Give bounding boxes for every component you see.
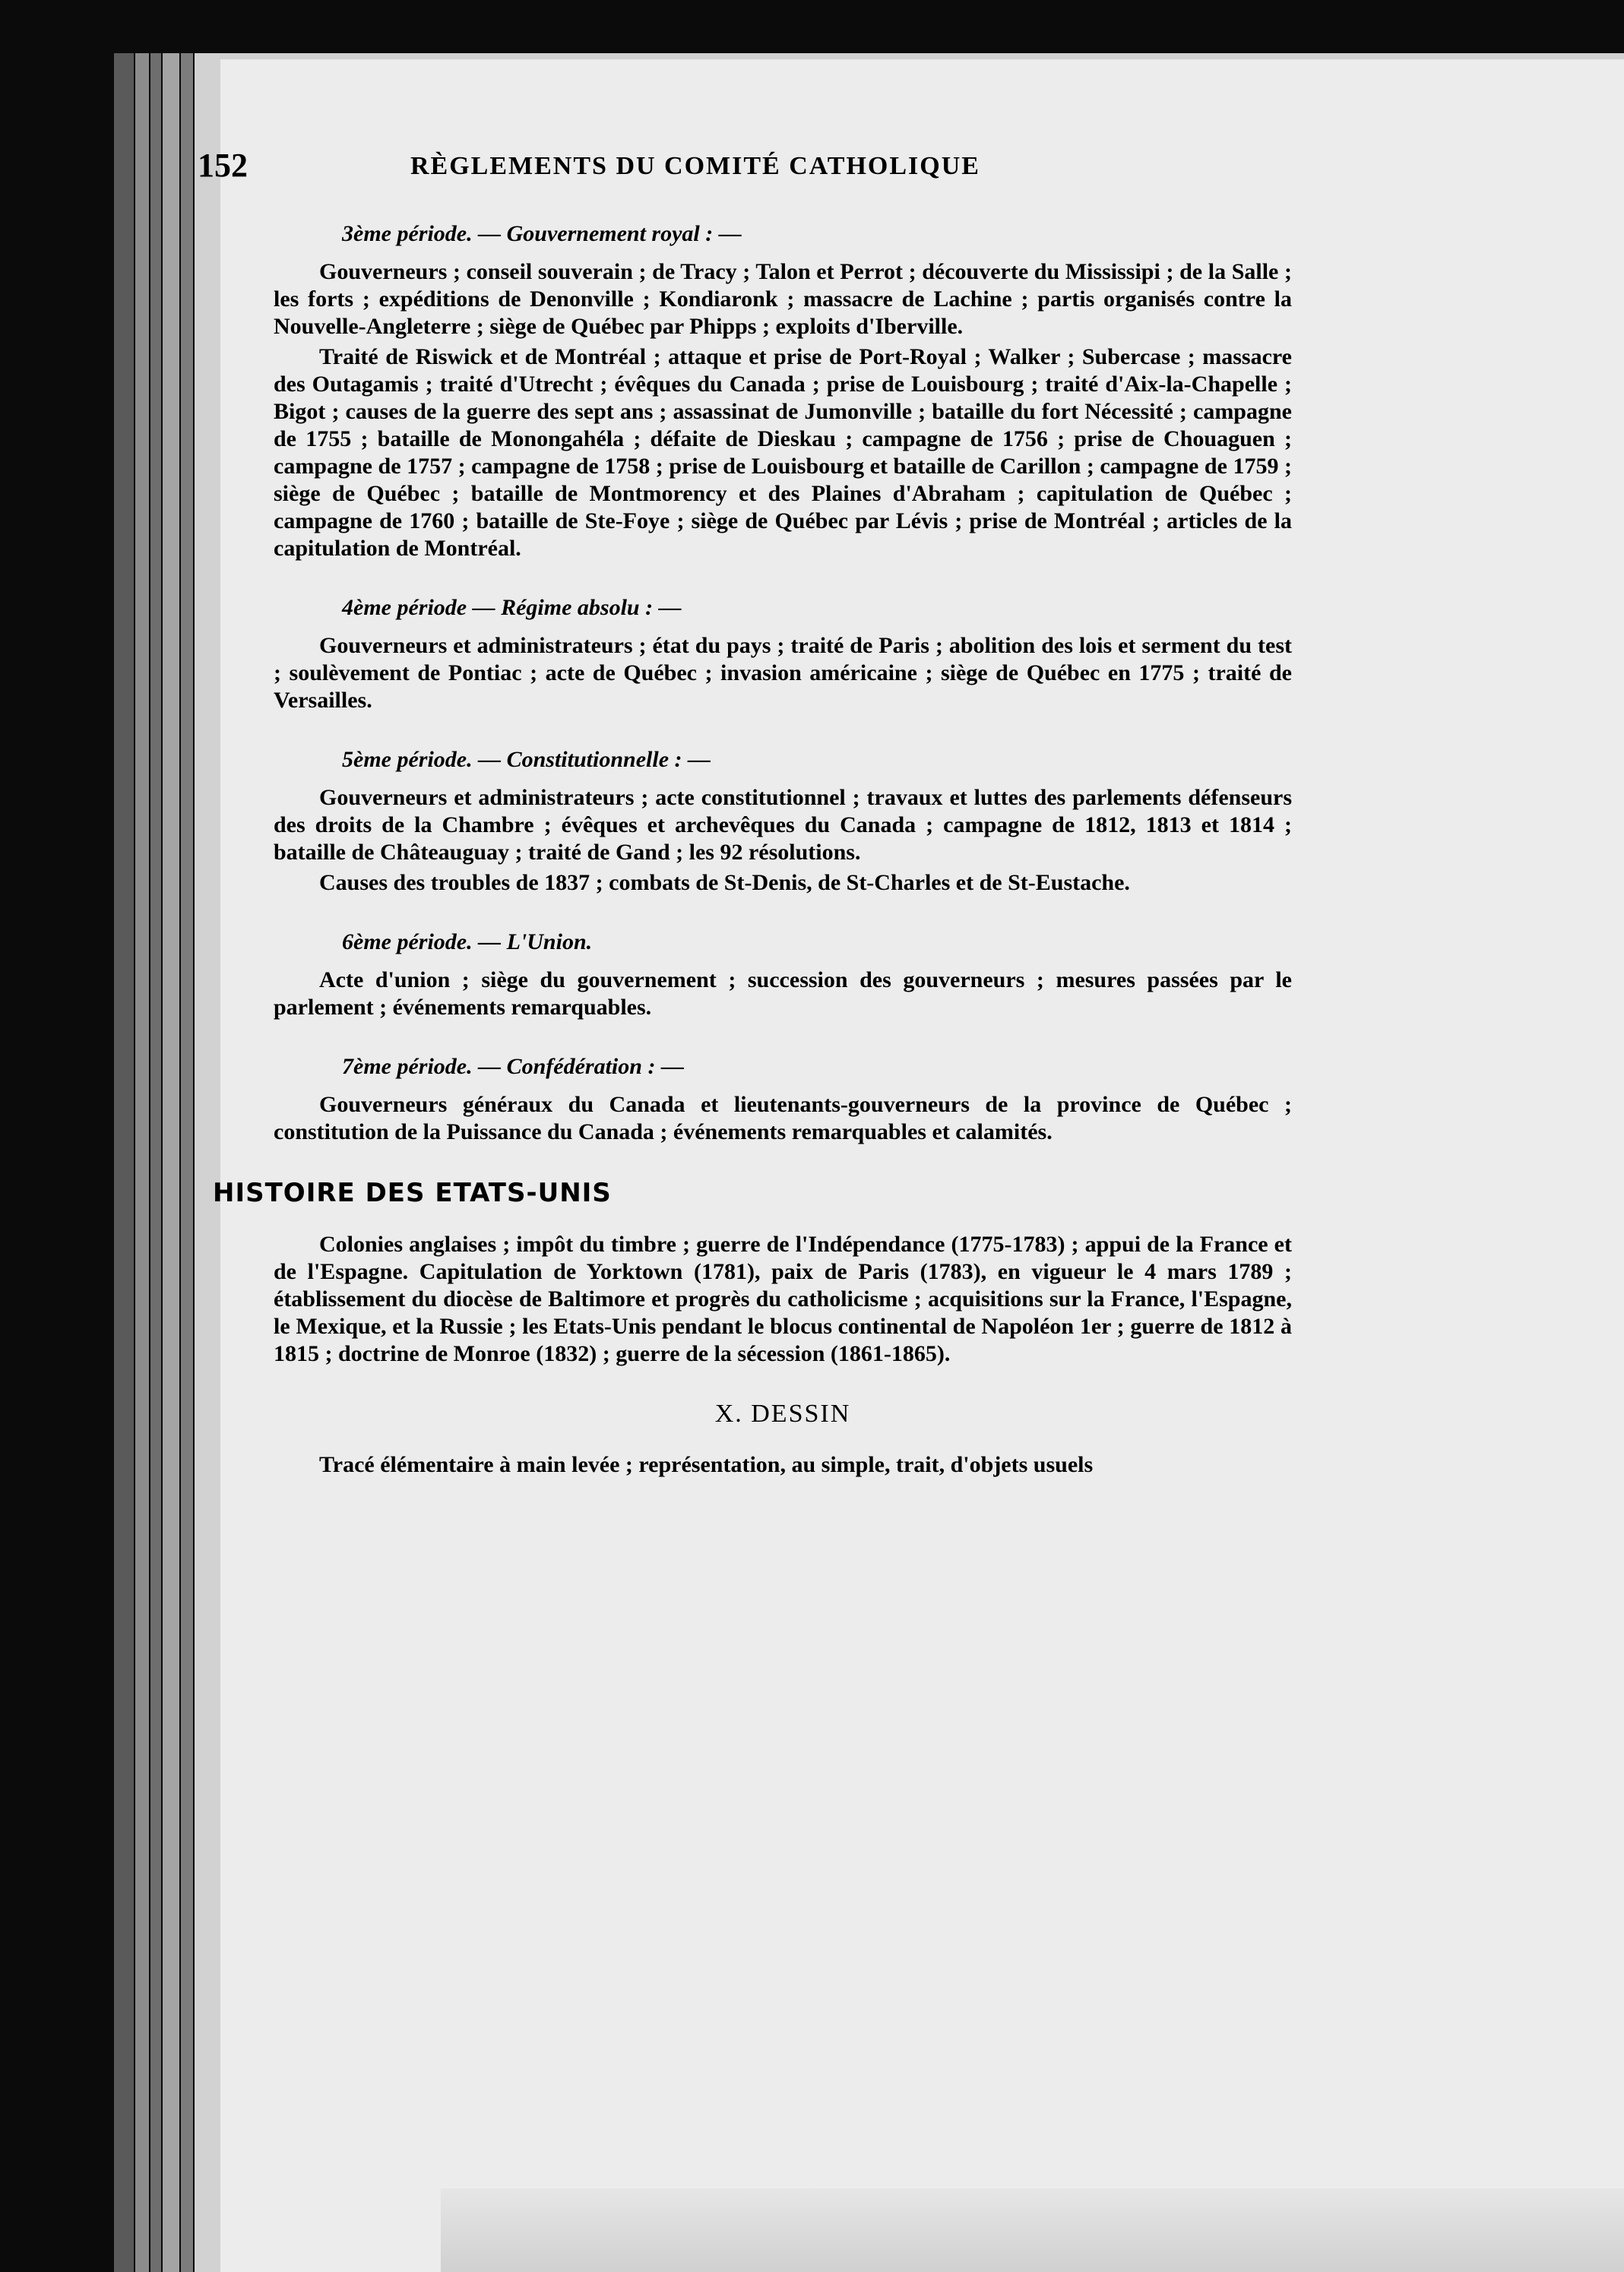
period-3-section [274, 220, 1292, 562]
period-7-section [274, 1053, 1292, 1146]
page-content [213, 220, 1292, 1511]
page-bottom-shadow [441, 2188, 1624, 2272]
us-history-title: HISTOIRE DES ETATS-UNIS [213, 1178, 612, 1208]
period-paragraph: Causes des troubles de 1837 ; combats de St-Denis, de St-Charles et de St-Eustache. [319, 870, 1130, 895]
drawing-title: X. DESSIN [714, 1400, 851, 1428]
period-heading: 6ème période. — L'Union. [342, 929, 593, 954]
period-6-section [274, 929, 1292, 1021]
period-heading: 7ème période. — Confédération : — [342, 1054, 684, 1079]
drawing-paragraph: Tracé élémentaire à main levée ; représentation, au simple, trait, d'objets usuels [319, 1452, 1094, 1477]
page-number: 152 [198, 147, 248, 184]
period-paragraph: Acte d'union ; siège du gouvernement ; succession des gouverneurs ; mesures passées par le parlement ; événements remarquables. [274, 967, 1292, 1020]
period-4-section [274, 594, 1292, 714]
page-edge [163, 53, 179, 2272]
running-title: RÈGLEMENTS DU COMITÉ CATHOLIQUE [410, 152, 980, 180]
us-history-paragraph: Colonies anglaises ; impôt du timbre ; guerre de l'Indépendance (1775-1783) ; appui de la France et de l'Espagne. Capitulation de Yorktown (1781), paix de Paris (1783), en vigueur le 4 mars 1789 ; établissement du diocèse de Baltimore et progrès du catholicisme ; acquisitions sur la France, l'Espagne, le Mexique, et la Russie ; les Etats-Unis pendant le blocus continental de Napoléon 1er ; guerre de 1812 à 1815 ; doctrine de Monroe (1832) ; guerre de la sécession (1861-1865). [274, 1232, 1292, 1366]
period-heading: 3ème période. — Gouvernement royal : — [342, 221, 742, 246]
page-edge [181, 53, 193, 2272]
page-edge [135, 53, 149, 2272]
period-paragraph: Gouverneurs ; conseil souverain ; de Tracy ; Talon et Perrot ; découverte du Mississipi ; de la Salle ; les forts ; expéditions de Denonville ; Kondiaronk ; massacre de Lachine ; partis organisés contre la Nouvelle-Angleterre ; siège de Québec par Phipps ; exploits d'Iberville. [274, 259, 1292, 339]
period-5-section [274, 746, 1292, 897]
page-header [198, 146, 1262, 199]
drawing-section [274, 1451, 1292, 1479]
book-spine-edge [114, 53, 134, 2272]
us-history-section [274, 1231, 1292, 1368]
period-heading: 5ème période. — Constitutionnelle : — [342, 747, 711, 772]
period-paragraph: Traité de Riswick et de Montréal ; attaque et prise de Port-Royal ; Walker ; Subercase ; massacre des Outagamis ; traité d'Utrecht ; évêques du Canada ; prise de Louisbourg ; traité d'Aix-la-Chapelle ; Bigot ; causes de la guerre des sept ans ; assassinat de Jumonville ; bataille du fort Nécessité ; campagne de 1755 ; bataille de Monongahéla ; défaite de Dieskau ; campagne de 1756 ; prise de Chouaguen ; campagne de 1757 ; campagne de 1758 ; prise de Louisbourg et bataille de Carillon ; campagne de 1759 ; siège de Québec ; bataille de Montmorency et des Plaines d'Abraham ; capitulation de Québec ; campagne de 1760 ; bataille de Ste-Foye ; siège de Québec par Lévis ; prise de Montréal ; articles de la capitulation de Montréal. [274, 344, 1292, 561]
period-heading: 4ème période — Régime absolu : — [342, 595, 682, 620]
page-edge [150, 53, 161, 2272]
period-paragraph: Gouverneurs généraux du Canada et lieutenants-gouverneurs de la province de Québec ; constitution de la Puissance du Canada ; événements remarquables et calamités. [274, 1092, 1292, 1144]
period-paragraph: Gouverneurs et administrateurs ; acte constitutionnel ; travaux et luttes des parlements défenseurs des droits de la Chambre ; évêques et archevêques du Canada ; campagne de 1812, 1813 et 1814 ; bataille de Châteauguay ; traité de Gand ; les 92 résolutions. [274, 785, 1292, 865]
period-paragraph: Gouverneurs et administrateurs ; état du pays ; traité de Paris ; abolition des lois et serment du test ; soulèvement de Pontiac ; acte de Québec ; invasion américaine ; siège de Québec en 1775 ; traité de Versailles. [274, 633, 1292, 713]
